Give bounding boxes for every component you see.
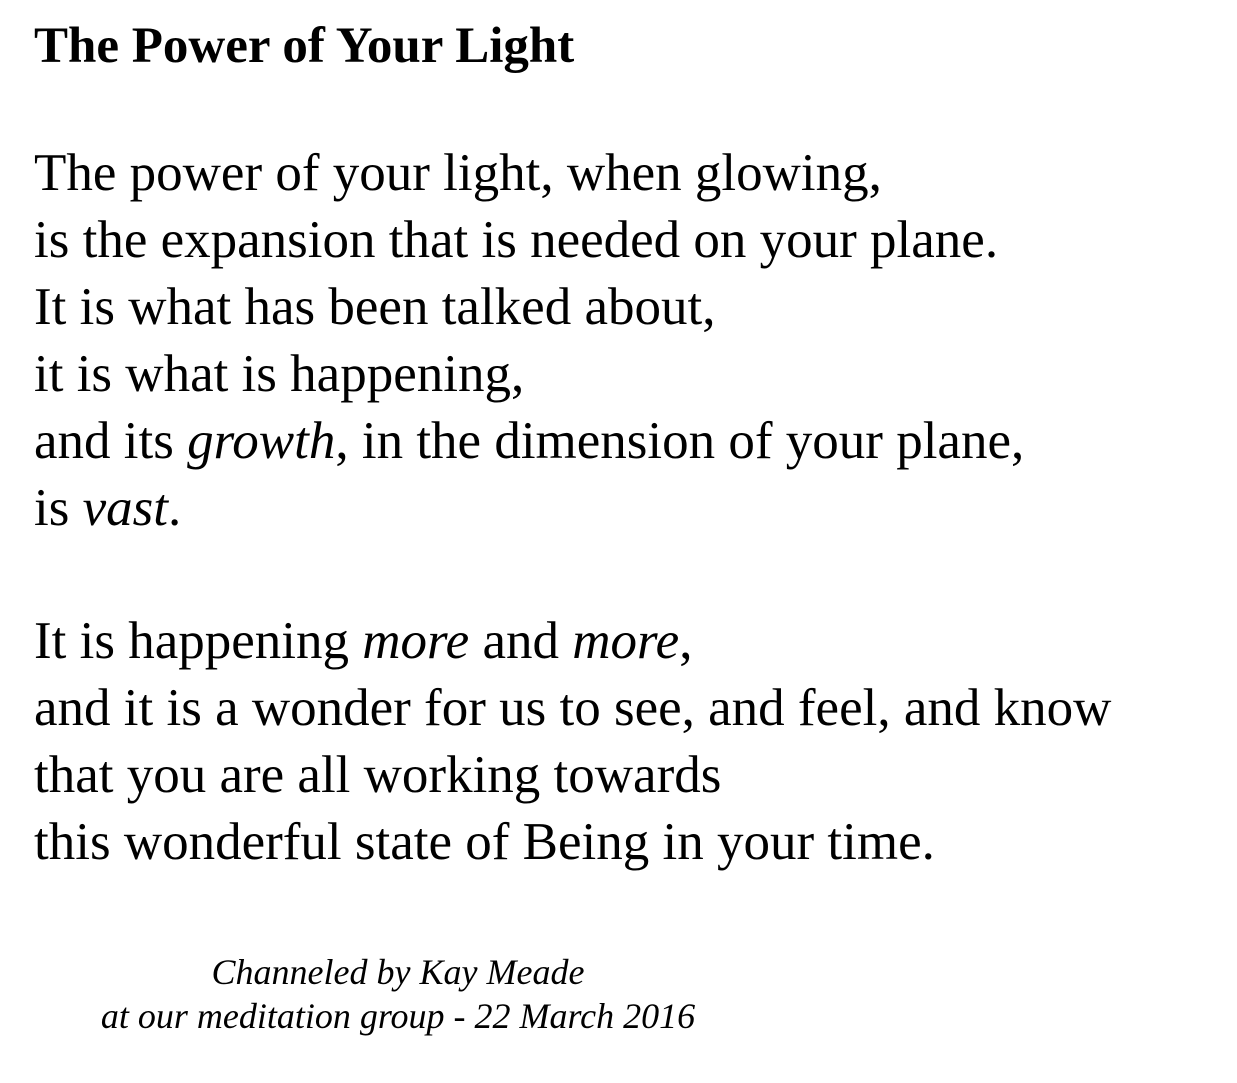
poem-line: this wonderful state of Being in your time.: [34, 813, 935, 871]
poem-title: The Power of Your Light: [34, 18, 575, 74]
poem-line-text: .: [167, 479, 182, 537]
poem-line: it is what is happening,: [34, 345, 525, 403]
poem-line: The power of your light, when glowing,: [34, 144, 882, 202]
poem-line-text: is: [34, 479, 83, 537]
poem-line: It is what has been talked about,: [34, 278, 716, 336]
attribution: [88, 950, 708, 1038]
poem-line: [34, 408, 1024, 475]
poem-line: that you are all working towards: [34, 746, 722, 804]
poem-line: [34, 608, 1111, 675]
poem-line: is the expansion that is needed on your plane.: [34, 211, 999, 269]
emphasized-word: more: [572, 612, 680, 670]
poem-line: [34, 475, 1024, 542]
attribution-date: at our meditation group - 22 March 2016: [100, 996, 696, 1036]
attribution-author: Channeled by Kay Meade: [211, 952, 585, 992]
poem-line-text: It is happening: [34, 612, 363, 670]
emphasized-word: more: [362, 612, 470, 670]
stanza-1: [34, 140, 1024, 542]
poem-line-text: ,: [679, 612, 693, 670]
poem-line-text: , in the dimension of your plane,: [335, 412, 1025, 470]
emphasized-word: growth: [187, 412, 336, 470]
poem-line: and it is a wonder for us to see, and feel, and know: [34, 679, 1112, 737]
poem-line-text: and its: [34, 412, 188, 470]
poem-line-text: and: [469, 612, 573, 670]
emphasized-word: vast: [82, 479, 168, 537]
stanza-2: [34, 608, 1111, 876]
